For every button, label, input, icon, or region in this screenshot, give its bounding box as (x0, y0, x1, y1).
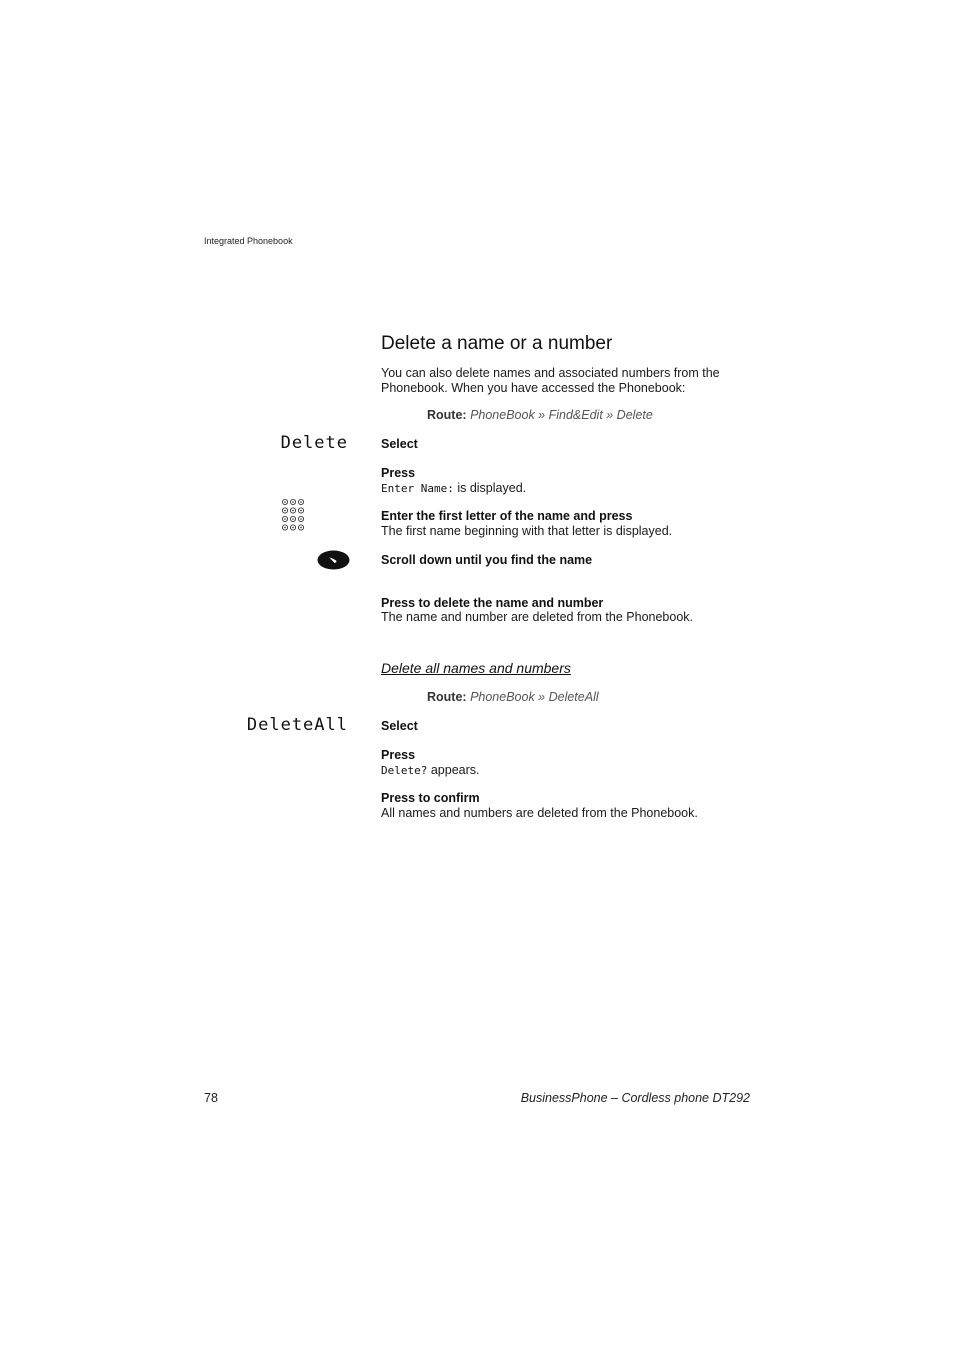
route-path: PhoneBook » DeleteAll (470, 690, 599, 704)
step-title: Press to confirm (381, 791, 480, 805)
keypad-icon (281, 498, 305, 537)
display-key-delete: Delete (280, 433, 348, 453)
step-desc (381, 763, 479, 777)
step-desc (381, 481, 526, 495)
step-desc: All names and numbers are deleted from the Phonebook. (381, 806, 698, 820)
step-title: Press to delete the name and number (381, 596, 604, 610)
route-line (427, 408, 653, 422)
subsection-title: Delete all names and numbers (381, 660, 571, 676)
section-intro: You can also delete names and associated numbers from the Phonebook. When you have accessed the Phonebook: (381, 366, 720, 395)
route-path: PhoneBook » Find&Edit » Delete (470, 408, 653, 422)
running-head: Integrated Phonebook (204, 236, 293, 246)
section-title: Delete a name or a number (381, 333, 613, 354)
display-key-deleteall: DeleteAll (246, 715, 348, 735)
step-title: Scroll down until you find the name (381, 553, 593, 567)
footer-product: BusinessPhone – Cordless phone DT292 (520, 1091, 750, 1105)
route-label: Route: (427, 408, 467, 422)
step-title: Press (381, 466, 416, 480)
route-label: Route: (427, 690, 467, 704)
step-title: Enter the first letter of the name and press (381, 509, 633, 523)
step-desc-text: appears. (427, 763, 480, 777)
display-text: Delete? (381, 764, 428, 777)
page-number: 78 (204, 1091, 218, 1105)
step-title: Select (381, 719, 418, 733)
route-line (427, 690, 599, 704)
scroll-key-icon (317, 550, 350, 575)
step-desc-text: is displayed. (453, 481, 527, 495)
step-title: Press (381, 748, 416, 762)
step-desc: The first name beginning with that letter is displayed. (381, 524, 673, 538)
step-desc: The name and number are deleted from the Phonebook. (381, 610, 694, 624)
step-title: Select (381, 437, 418, 451)
display-text: Enter Name: (381, 482, 454, 495)
